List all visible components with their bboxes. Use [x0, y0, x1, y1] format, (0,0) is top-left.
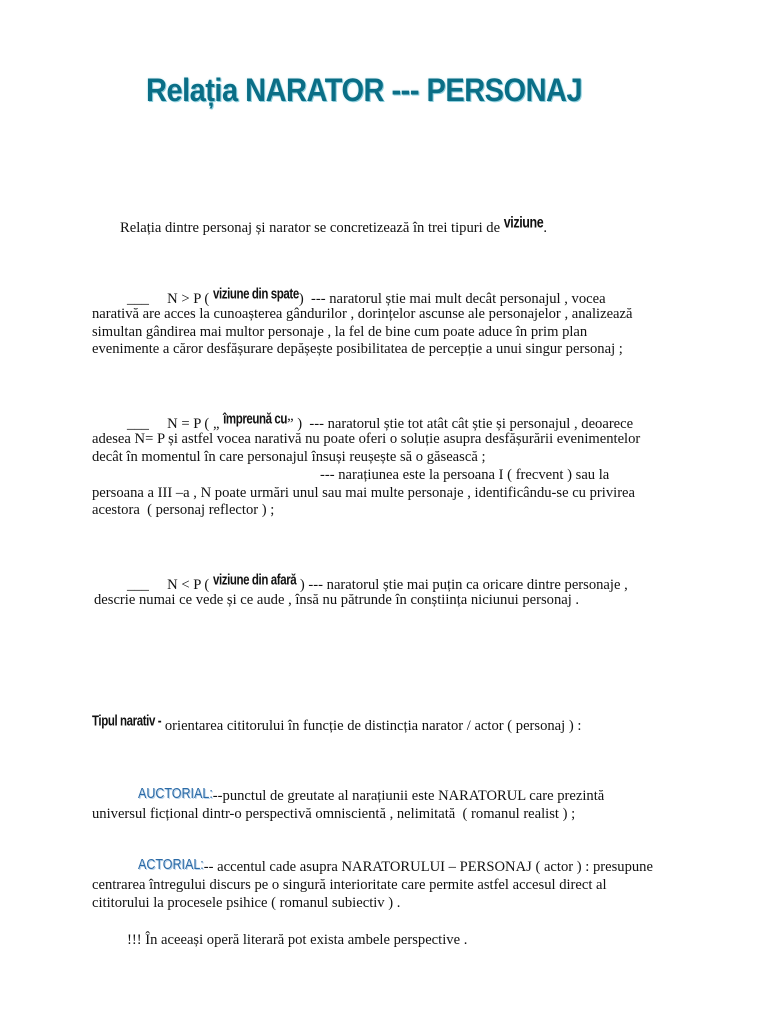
- auctorial-text: --punctul de greutate al narațiunii este NARATORUL care prezintă: [212, 788, 605, 804]
- blank-line: ___: [127, 577, 149, 593]
- wordart-actorial: ACTORIAL:: [138, 855, 204, 873]
- actorial-text: -- accentul cade asupra NARATORULUI – PERSONAJ ( actor ) : presupune: [203, 859, 653, 875]
- n-eq-p-suffix: ” ) --- naratorul știe tot atât cât știe și personajul , deoarece: [287, 416, 634, 432]
- auctorial-line-1: universul ficțional dintr-o perspectivă omniscientă , nelimitată ( romanul realist ) ;: [92, 806, 576, 822]
- n-lt-p-suffix: ) --- naratorul știe mai puțin ca oricare dintre personaje ,: [299, 577, 628, 593]
- tipul-narativ-line: [92, 716, 581, 736]
- page-title: Relația NARATOR --- PERSONAJ: [146, 73, 583, 109]
- n-gt-p-line-1: narativă are acces la cunoașterea gândurilor , dorințelor ascunse ale personajelor , analizează: [92, 306, 633, 322]
- intro-text: Relația dintre personaj și narator se concretizează în trei tipuri de: [120, 220, 504, 236]
- wordart-auctorial: AUCTORIAL:: [138, 784, 213, 802]
- wordart-viziune: viziune: [503, 213, 544, 232]
- wordart-viziune-din-afara: viziune din afară: [212, 573, 297, 589]
- actorial-line-1: centrarea întregului discurs pe o singură interioritate care permite astfel accesul direct al: [92, 877, 607, 893]
- intro-end: .: [543, 220, 547, 236]
- n-gt-p-line-2: simultan gândirea mai multor personaje , la fel de bine cum poate aduce în prim plan: [92, 323, 588, 340]
- n-gt-p-line-3: evenimente a căror desfășurare depășește posibilitatea de percepție a unui singur personaj ;: [92, 341, 623, 357]
- tipul-narativ-text: orientarea cititorului în funcție de distincția narator / actor ( personaj ) :: [161, 718, 582, 734]
- auctorial-first-line: [138, 784, 605, 806]
- wordart-viziune-din-spate: viziune din spate: [212, 287, 299, 303]
- intro-paragraph: [120, 213, 547, 238]
- n-lt-p-line-1: descrie numai ce vede și ce aude , însă nu pătrunde în conștiința niciunui personaj .: [94, 592, 580, 608]
- actorial-line-2: cititorului la procesele psihice ( romanul subiectiv ) .: [92, 894, 401, 911]
- wordart-tipul-narativ: Tipul narativ -: [92, 714, 162, 730]
- n-gt-p-prefix: N > P (: [167, 291, 210, 307]
- wordart-impreuna-cu: împreună cu: [223, 412, 288, 428]
- n-lt-p-prefix: N < P (: [167, 577, 210, 593]
- n-eq-p-line-4: acestora ( personaj reflector ) ;: [92, 502, 275, 518]
- actorial-first-line: [138, 855, 653, 877]
- n-eq-p-prefix: N = P ( „: [167, 416, 220, 432]
- blank-line: ___: [127, 291, 149, 307]
- closing-note: !!! În aceeași operă literară pot exista ambele perspective .: [127, 932, 468, 948]
- n-eq-p-line-2: decât în momentul în care personajul însuși reușește să o găsească ;: [92, 448, 486, 465]
- n-gt-p-suffix: ) --- naratorul știe mai mult decât personajul , vocea: [298, 291, 606, 307]
- n-eq-p-indented-line: --- narațiunea este la persoana I ( frecvent ) sau la: [320, 467, 610, 483]
- n-eq-p-line-3: persoana a III –a , N poate urmări unul sau mai multe personaje , identificându-se cu privirea: [92, 484, 636, 501]
- n-eq-p-line-1: adesea N= P și astfel vocea narativă nu poate oferi o soluție asupra desfășurării evenimentelor: [92, 431, 641, 447]
- blank-line: ___: [127, 416, 149, 432]
